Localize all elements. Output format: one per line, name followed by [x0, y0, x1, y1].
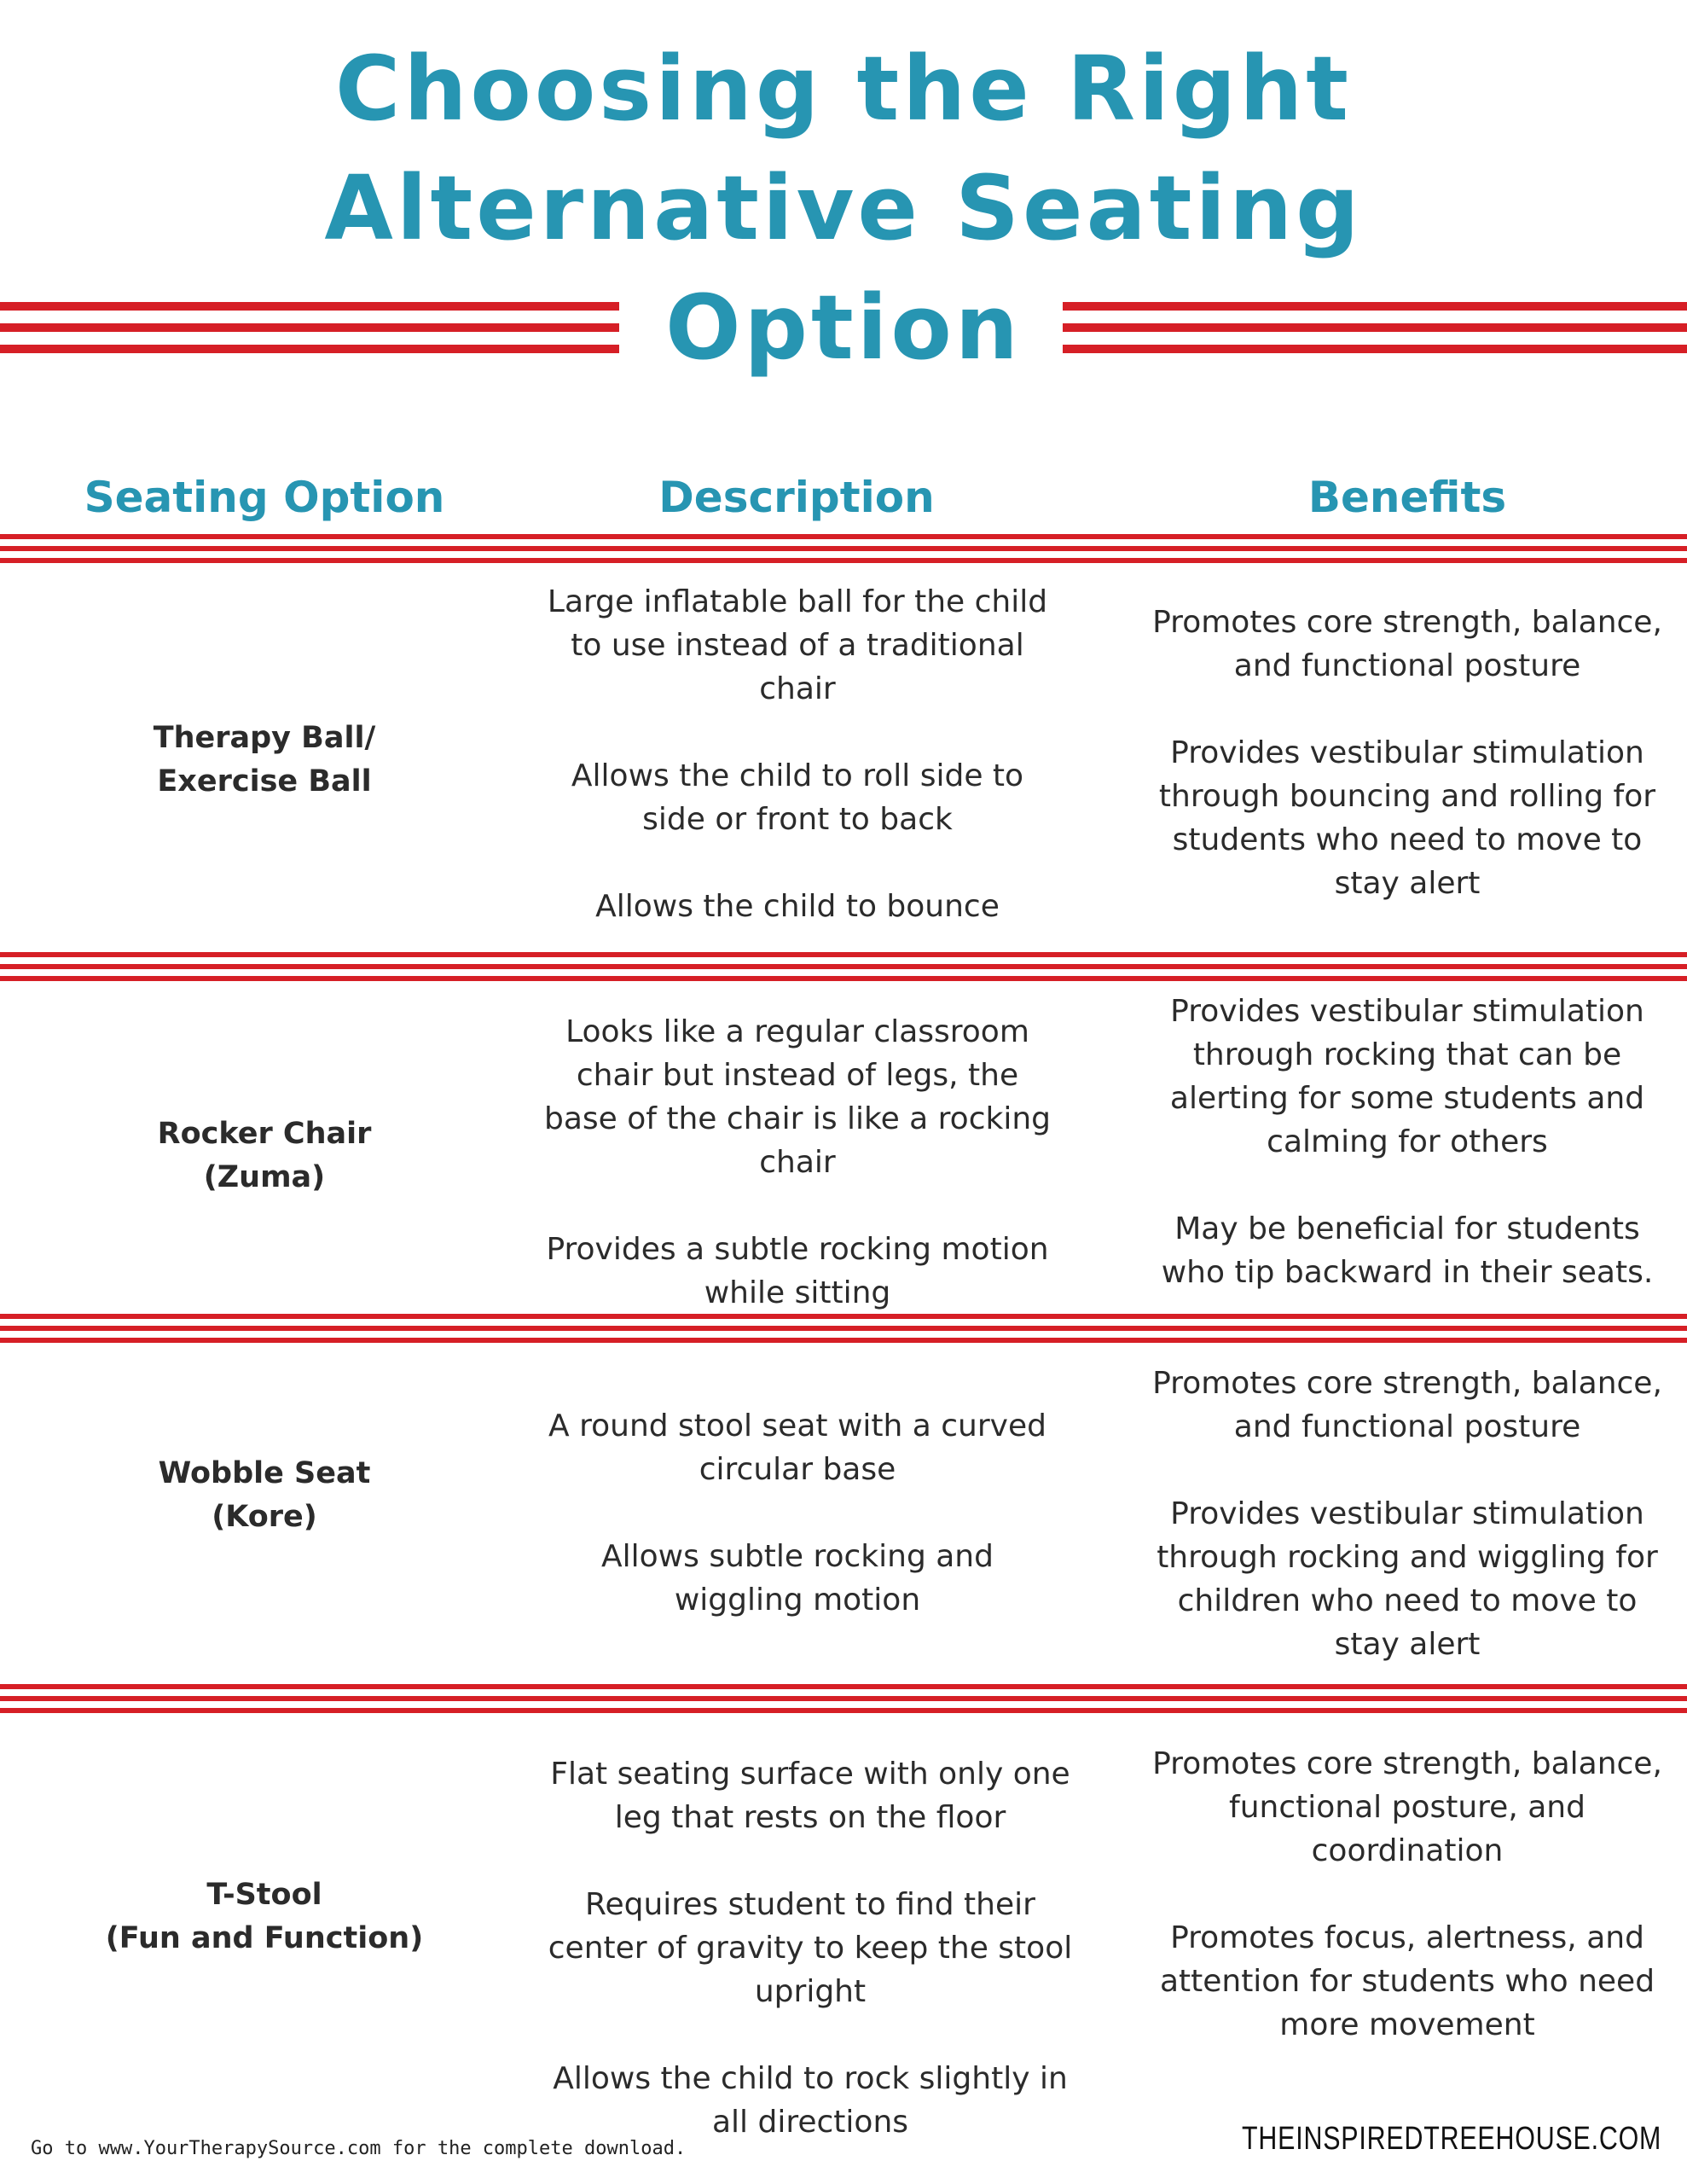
benefits-wobble-seat — [1151, 1362, 1663, 1666]
description-text: Allows subtle rocking and wiggling motion — [601, 1539, 994, 1618]
benefit-text: Promotes core strength, balance, and functional posture — [1152, 1366, 1662, 1444]
benefit-text: Provides vestibular stimulation through rocking that can be alerting for some students and calming for others — [1169, 994, 1645, 1159]
description-text: Provides a subtle rocking motion while sitting — [546, 1232, 1049, 1310]
footer-site-logo: THEINSPIREDTREEHOUSE.COM — [1241, 2121, 1661, 2157]
option-name: Rocker Chair — [157, 1117, 372, 1151]
option-name: T-Stool — [206, 1878, 322, 1912]
row-separator — [0, 1314, 1687, 1350]
option-subname: (Kore) — [212, 1500, 317, 1534]
benefit-text: Promotes core strength, balance, functional posture, and coordination — [1152, 1746, 1662, 1868]
description-t-stool — [546, 1752, 1075, 2144]
option-name: Wobble Seat — [158, 1456, 371, 1490]
title-stripes-left — [0, 302, 619, 366]
benefit-text: Provides vestibular stimulation through rocking and wiggling for children who need to move to stay alert — [1157, 1496, 1658, 1662]
option-name: Therapy Ball/ — [153, 721, 376, 755]
option-t-stool — [51, 1873, 478, 1960]
description-text: Allows the child to roll side to side or front to back — [571, 758, 1024, 837]
description-rocker-chair — [537, 1010, 1058, 1315]
option-subname: (Zuma) — [203, 1160, 326, 1194]
description-text: Looks like a regular classroom chair but instead of legs, the base of the chair is like a rocking chair — [543, 1014, 1052, 1180]
benefits-rocker-chair — [1151, 990, 1663, 1294]
description-wobble-seat — [537, 1404, 1058, 1622]
benefit-text: Provides vestibular stimulation through bouncing and rolling for students who need to move to stay alert — [1158, 735, 1656, 901]
row-separator — [0, 952, 1687, 988]
description-text: A round stool seat with a curved circular base — [548, 1409, 1046, 1487]
title-line-1: Choosing the Right — [335, 37, 1352, 141]
benefit-text: Promotes core strength, balance, and functional posture — [1152, 605, 1662, 683]
option-wobble-seat — [51, 1452, 478, 1539]
footer-download-note: Go to www.YourTherapySource.com for the complete download. — [31, 2138, 687, 2159]
header-benefits: Benefits — [1307, 473, 1507, 522]
description-text: Allows the child to rock slightly in all directions — [553, 2061, 1068, 2140]
description-text: Allows the child to bounce — [595, 889, 1000, 924]
header-description: Description — [658, 473, 935, 522]
description-text: Requires student to find their center of gravity to keep the stool upright — [548, 1887, 1073, 2009]
title-line-2: Alternative Seating — [324, 156, 1363, 260]
row-separator — [0, 1684, 1687, 1720]
benefit-text: May be beneficial for students who tip backward in their seats. — [1161, 1211, 1654, 1290]
title-line-3: Option — [665, 276, 1022, 380]
benefits-t-stool — [1151, 1742, 1663, 2047]
description-text: Large inflatable ball for the child to use instead of a traditional chair — [547, 584, 1048, 706]
description-text: Flat seating surface with only one leg that rests on the floor — [550, 1757, 1070, 1835]
option-subname: Exercise Ball — [157, 764, 372, 799]
option-therapy-ball — [51, 717, 478, 804]
benefit-text: Promotes focus, alertness, and attention for students who need more movement — [1159, 1920, 1655, 2042]
description-therapy-ball — [537, 580, 1058, 928]
benefits-therapy-ball — [1151, 601, 1663, 905]
header-seating-option: Seating Option — [84, 473, 445, 522]
option-subname: (Fun and Function) — [105, 1921, 424, 1955]
option-rocker-chair — [51, 1112, 478, 1199]
title-stripes-right — [1063, 302, 1687, 366]
row-separator — [0, 534, 1687, 570]
